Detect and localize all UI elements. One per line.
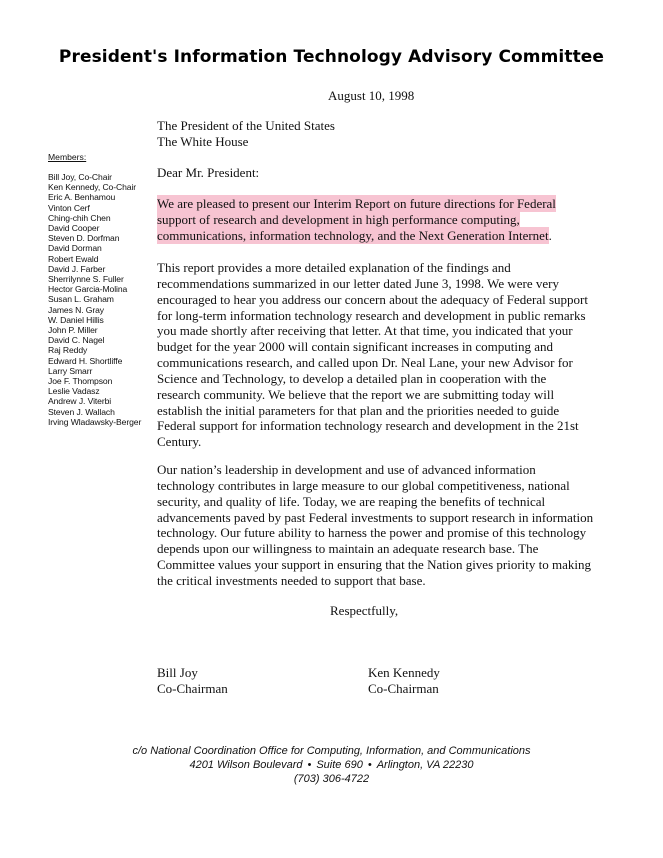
member-name: Raj Reddy [48,345,88,356]
member-name: Joe F. Thompson [48,376,113,387]
footer-street: 4201 Wilson Boulevard [189,759,303,771]
bullet-separator: • [307,759,312,771]
footer [0,744,663,786]
member-name: Robert Ewald [48,253,99,264]
paragraph-leadership [157,462,599,589]
paragraph-line: This report provides a more detailed explanation of the findings and [157,260,511,275]
highlighted-text [157,195,556,244]
signature-title: Co-Chairman [157,681,228,696]
paragraph-line: Our nation’s leadership in development and use of advanced information [157,462,536,477]
member-name: Vinton Cerf [48,202,90,213]
member-name: Steven J. Wallach [48,406,115,417]
member-name: Larry Smarr [48,365,93,376]
paragraph-line: Committee values your support in ensuring that the Nation gives priority to making [157,557,591,573]
paragraph-line: advancements paved by past Federal investments to support research in information [157,509,594,525]
signature-block [368,665,440,697]
member-name: David Dorman [48,243,102,254]
closing: Respectfully, [330,603,399,618]
paragraph-line: communications research, and called upon Dr. Neal Lane, your new Advisor for [157,355,573,371]
paragraph-line: establish the initial parameters for that plan and the priorities needed to guide [157,402,560,418]
paragraph-period: . [548,227,552,243]
member-name: Ken Kennedy, Co-Chair [48,182,137,193]
paragraph-line: communications, information technology, and the Next Generation Internet [157,227,549,243]
salutation: Dear Mr. President: [157,165,260,180]
signature-name: Bill Joy [157,665,198,680]
member-name: Leslie Vadasz [48,386,100,397]
paragraph-line: for long-term information technology research and development in public remarks [157,307,586,323]
paragraph-line: security, and quality of life. Today, we are reaping the benefits of technical [157,493,546,509]
paragraph-line: technology. Our future ability to harness the power and promise of this technology [157,525,587,541]
member-name: Bill Joy, Co-Chair [48,172,112,182]
paragraph-line: the critical investments needed to support that base. [157,572,426,588]
member-name: Andrew J. Viterbi [48,396,112,407]
footer-suite: Suite 690 [316,759,363,771]
page-title: President's Information Technology Advisory Committee [58,47,605,67]
addressee-block [157,118,335,150]
members-label: Members: [48,152,87,162]
footer-city: Arlington, VA 22230 [376,759,474,771]
signature-name: Ken Kennedy [368,665,440,680]
addressee-line: The White House [157,134,249,149]
member-name: Edward H. Shortliffe [48,355,123,366]
paragraph-line: Century. [157,434,202,450]
member-name: James N. Gray [48,304,105,315]
member-name: Ching-chih Chen [48,212,111,223]
paragraph-line: Science and Technology, to develop a detailed plan in cooperation with the [157,370,547,386]
signature-title: Co-Chairman [368,681,439,696]
paragraph-line: Federal support for information technology research and development in the 21st [157,418,579,434]
member-name: Hector Garcia-Molina [48,284,128,295]
member-name: David Cooper [48,223,100,234]
letter-date: August 10, 1998 [328,88,415,103]
addressee-line: The President of the United States [157,118,335,133]
paragraph-line: encouraged to hear you address our concern about the adequacy of Federal support [157,291,588,307]
member-name: Irving Wladawsky-Berger [48,416,142,427]
member-name: Susan L. Graham [48,294,114,305]
paragraph-line: depends upon our willingness to maintain an adequate research base. The [157,541,539,557]
member-name: Eric A. Benhamou [48,192,116,203]
member-name: David C. Nagel [48,335,105,346]
footer-phone: (703) 306-4722 [293,773,370,785]
paragraph-line: support of research and development in high performance computing, [157,211,520,227]
paragraph-line: research community. We believe that the report we are submitting today will [157,386,555,402]
members-sidebar [48,152,156,427]
member-name: Steven D. Dorfman [48,233,120,244]
signature-block [157,665,228,697]
paragraph-report [157,260,599,450]
paragraph-line: technology contributes in large measure to our global competitiveness, national [157,477,570,493]
member-name: David J. Farber [48,263,106,274]
paragraph-line: you made shortly after receiving that letter. At that time, you indicated that your [157,323,573,339]
member-name: W. Daniel Hillis [48,314,104,325]
member-name: Sherrilynne S. Fuller [48,274,124,285]
paragraph-intro [157,196,599,244]
footer-address [0,758,663,772]
footer-office: c/o National Coordination Office for Computing, Information, and Communications [132,745,531,757]
member-name: John P. Miller [48,325,98,336]
bullet-separator: • [367,759,372,771]
paragraph-line: recommendations summarized in our letter dated June 3, 1998. We were very [157,275,559,291]
paragraph-line: We are pleased to present our Interim Report on future directions for Federal [157,196,556,211]
paragraph-line: budget for the year 2000 will contain significant increases in computing and [157,339,554,355]
